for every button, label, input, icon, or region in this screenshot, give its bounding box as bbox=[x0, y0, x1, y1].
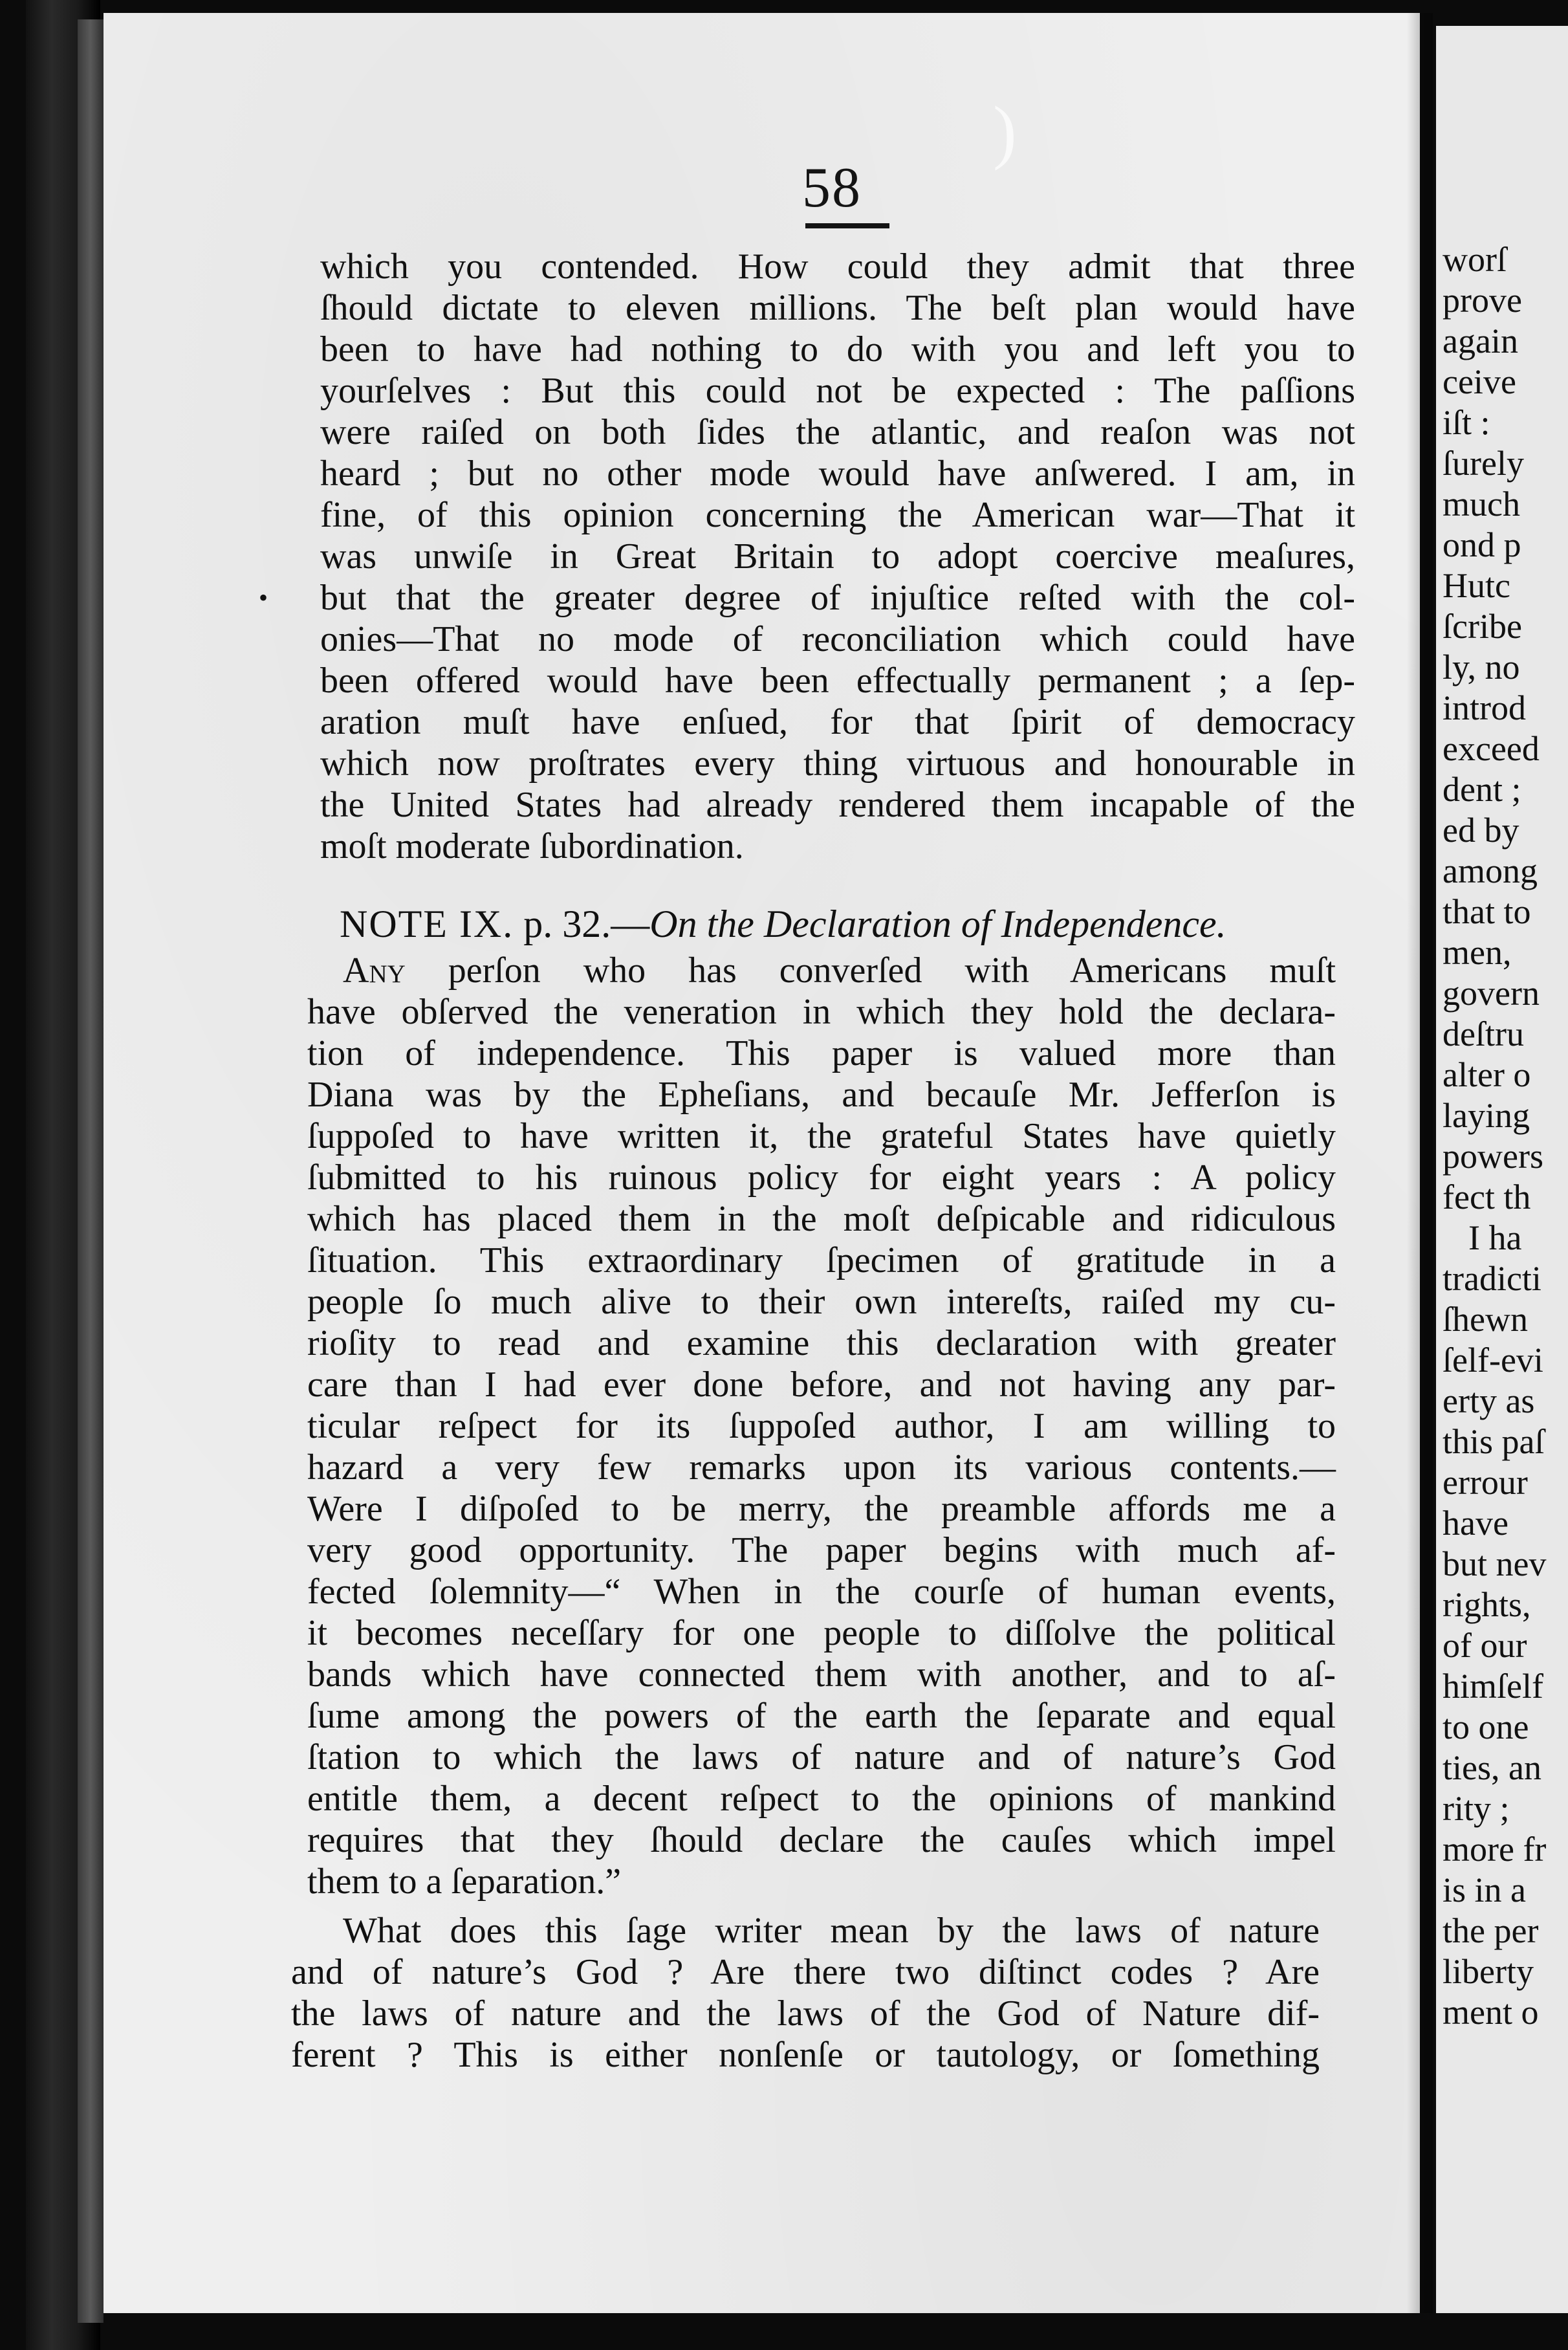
text-line: tion of independence. This paper is valued more than bbox=[307, 1033, 1336, 1073]
facing-text-line: introd bbox=[1443, 688, 1526, 727]
facing-text-line: of our bbox=[1443, 1626, 1527, 1665]
text-line: been to have had nothing to do with you and left you to bbox=[320, 329, 1355, 369]
text-line: ferent ? This is either nonſenſe or tautology, or ſomething bbox=[291, 2035, 1320, 2075]
facing-text-line: the per bbox=[1443, 1911, 1539, 1950]
text-line: Were I diſpoſed to be merry, the preamble affords me a bbox=[307, 1489, 1336, 1529]
note-label: NOTE IX. bbox=[340, 903, 514, 945]
scan-artifact: ) bbox=[993, 92, 1017, 171]
text-line: bands which have connected them with another, and to aſ- bbox=[307, 1654, 1336, 1695]
facing-text-line: this paſ bbox=[1443, 1422, 1545, 1461]
text-line: fected ſolemnity—“ When in the courſe of human events, bbox=[307, 1572, 1336, 1612]
drop-word: Any bbox=[343, 950, 406, 991]
text-line: ticular reſpect for its ſuppoſed author, I am willing to bbox=[307, 1406, 1336, 1446]
text-line: people ſo much alive to their own intereſts, raiſed my cu- bbox=[307, 1282, 1336, 1322]
facing-text-line: ſelf-evi bbox=[1443, 1341, 1543, 1379]
text-line: onies—That no mode of reconciliation which could have bbox=[320, 619, 1355, 659]
text-line: them to a ſeparation.” bbox=[307, 1861, 622, 1902]
text-line: were raiſed on both ſides the atlantic, and reaſon was not bbox=[320, 412, 1355, 452]
facing-text-line: much bbox=[1443, 485, 1520, 523]
page-gutter-edge bbox=[78, 19, 103, 2323]
facing-page-text bbox=[1443, 239, 1546, 2033]
facing-text-line: errour bbox=[1443, 1463, 1528, 1502]
text-line: hazard a very few remarks upon its various contents.— bbox=[307, 1447, 1336, 1488]
text-line: which you contended. How could they admit that three bbox=[320, 247, 1355, 287]
note-heading bbox=[340, 903, 1323, 945]
facing-text-line: ſhewn bbox=[1443, 1300, 1528, 1339]
facing-text-line: that to bbox=[1443, 892, 1531, 931]
text-line: the United States had already rendered them incapable of the bbox=[320, 785, 1355, 825]
text-line: Diana was by the Epheſians, and becauſe Mr. Jefferſon is bbox=[307, 1075, 1336, 1115]
text-line: ſuppoſed to have written it, the grateful States have quietly bbox=[307, 1116, 1336, 1156]
facing-text-line: ly, no bbox=[1443, 648, 1520, 686]
facing-text-line: ed by bbox=[1443, 811, 1519, 850]
paragraph-continuation bbox=[320, 246, 1355, 867]
ink-speck: • bbox=[259, 583, 268, 612]
facing-text-line: dent ; bbox=[1443, 770, 1521, 809]
facing-text-line: ties, an bbox=[1443, 1748, 1541, 1787]
facing-page bbox=[1436, 26, 1568, 2313]
text-line: was unwiſe in Great Britain to adopt coercive meaſures, bbox=[320, 536, 1355, 577]
text-line: heard ; but no other mode would have anſwered. I am, in bbox=[320, 454, 1355, 494]
facing-text-line: more fr bbox=[1443, 1830, 1547, 1869]
facing-text-line: is in a bbox=[1443, 1871, 1526, 1909]
text-line: aration muſt have enſued, for that ſpirit of democracy bbox=[320, 702, 1355, 742]
text-line: been offered would have been effectually permanent ; a ſep- bbox=[320, 661, 1355, 701]
facing-text-line: worſ bbox=[1443, 240, 1507, 279]
facing-text-line: ſurely bbox=[1443, 444, 1524, 483]
text-line: and of nature’s God ? Are there two diſtinct codes ? Are bbox=[291, 1952, 1320, 1992]
facing-text-line: iſt : bbox=[1443, 403, 1490, 442]
text-line: have obſerved the veneration in which they hold the declara- bbox=[307, 992, 1336, 1032]
note-page-reference: p. 32.— bbox=[523, 903, 650, 945]
facing-text-line: ſcribe bbox=[1443, 607, 1522, 646]
facing-text-line: tradicti bbox=[1443, 1259, 1541, 1298]
note-subtitle: On the Declaration of Independence. bbox=[649, 903, 1226, 945]
facing-text-line: ment o bbox=[1443, 1993, 1539, 2032]
facing-text-line: ond p bbox=[1443, 525, 1521, 564]
facing-text-line: govern bbox=[1443, 974, 1540, 1013]
text-line: the laws of nature and the laws of the God of Nature dif- bbox=[291, 1993, 1320, 2034]
paragraph-laws-of-nature bbox=[291, 1910, 1320, 2076]
text-line: care than I had ever done before, and not having any par- bbox=[307, 1365, 1336, 1405]
text-line: ſubmitted to his ruinous policy for eight years : A policy bbox=[307, 1158, 1336, 1198]
facing-text-line: men, bbox=[1443, 933, 1512, 972]
text-line: ſtation to which the laws of nature and of nature’s God bbox=[307, 1737, 1336, 1777]
text-line: moſt moderate ſubordination. bbox=[320, 826, 744, 866]
paragraph-first-line bbox=[307, 950, 1336, 991]
text-line: What does this ſage writer mean by the laws of nature bbox=[343, 1911, 1320, 1951]
text-line: but that the greater degree of injuſtice reſted with the col- bbox=[320, 578, 1355, 618]
facing-text-line: exceed bbox=[1443, 729, 1540, 768]
facing-text-line: to one bbox=[1443, 1708, 1529, 1746]
text-line: fine, of this opinion concerning the American war—That it bbox=[320, 495, 1355, 535]
text-line: rioſity to read and examine this declaration with greater bbox=[307, 1323, 1336, 1363]
text-line: which now proſtrates every thing virtuous and honourable in bbox=[320, 743, 1355, 784]
paragraph-declaration bbox=[307, 950, 1336, 1902]
facing-text-line: erty as bbox=[1443, 1381, 1535, 1420]
facing-text-line: Hutc bbox=[1443, 566, 1510, 605]
facing-text-line: but nev bbox=[1443, 1544, 1547, 1583]
text-line: very good opportunity. The paper begins with much af- bbox=[307, 1530, 1336, 1570]
text-line: entitle them, a decent reſpect to the opinions of mankind bbox=[307, 1779, 1336, 1819]
facing-text-line: deſtru bbox=[1443, 1015, 1524, 1053]
text-line: ſume among the powers of the earth the ſeparate and equal bbox=[307, 1696, 1336, 1736]
facing-text-line: laying bbox=[1443, 1096, 1530, 1135]
text-line: yourſelves : But this could not be expected : The paſſions bbox=[320, 371, 1355, 411]
facing-text-line: among bbox=[1443, 851, 1538, 890]
facing-text-line: himſelf bbox=[1443, 1667, 1543, 1706]
page-number: 58 bbox=[802, 157, 862, 219]
text-line: ſhould dictate to eleven millions. The beſt plan would have bbox=[320, 288, 1355, 328]
facing-text-line: I ha bbox=[1468, 1218, 1522, 1257]
facing-text-line: ceive bbox=[1443, 362, 1516, 401]
facing-text-line: prove bbox=[1443, 281, 1522, 320]
text-line: ſituation. This extraordinary ſpecimen of gratitude in a bbox=[307, 1240, 1336, 1280]
facing-text-line: have bbox=[1443, 1504, 1508, 1543]
facing-text-line: alter o bbox=[1443, 1055, 1531, 1094]
facing-text-line: powers bbox=[1443, 1137, 1543, 1176]
facing-text-line: liberty bbox=[1443, 1952, 1534, 1991]
page-number-rule bbox=[805, 223, 889, 228]
facing-text-line: fect th bbox=[1443, 1178, 1531, 1216]
text-line: it becomes neceſſary for one people to diſſolve the political bbox=[307, 1613, 1336, 1653]
facing-text-line: again bbox=[1443, 322, 1518, 360]
text-line: requires that they ſhould declare the cauſes which impel bbox=[307, 1820, 1336, 1860]
first-line-text: perſon who has converſed with Americans muſt bbox=[448, 950, 1336, 991]
facing-text-line: rity ; bbox=[1443, 1789, 1510, 1828]
text-line: which has placed them in the moſt deſpicable and ridiculous bbox=[307, 1199, 1336, 1239]
facing-text-line: rights, bbox=[1443, 1585, 1531, 1624]
